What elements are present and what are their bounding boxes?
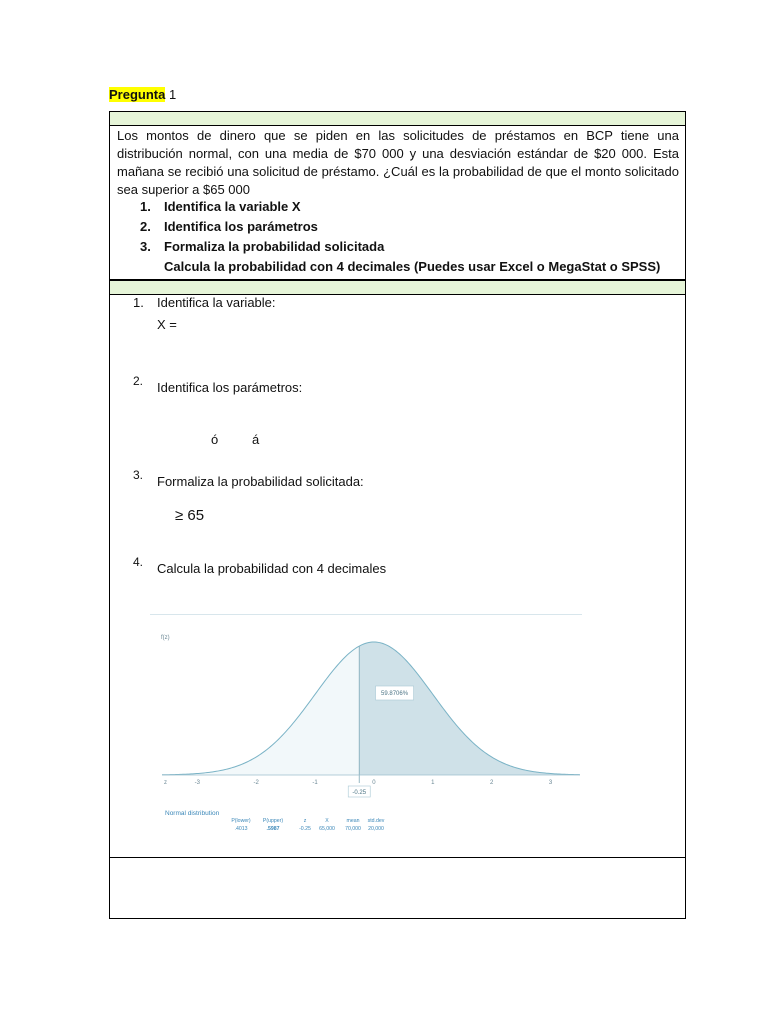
table-value-cell: .5987 xyxy=(266,826,280,832)
table-header-cell: z xyxy=(303,818,307,824)
x-tick-label: 1 xyxy=(431,780,435,786)
table-header-cell: P(lower) xyxy=(231,818,251,824)
parameter-symbol-2: á xyxy=(252,432,260,447)
question-item-text: Formaliza la probabilidad solicitada xyxy=(164,239,385,254)
table-header-cell: std.dev xyxy=(367,818,385,824)
table-header-cell: mean xyxy=(346,818,360,824)
table-value-cell: 20,000 xyxy=(368,826,384,832)
question-heading xyxy=(109,87,176,102)
unshaded-area xyxy=(162,646,359,775)
answer-item-1-number: 1. xyxy=(133,295,144,310)
cutoff-label: -0.25 xyxy=(352,790,367,796)
chart-svg xyxy=(150,612,584,838)
question-item-1 xyxy=(140,199,301,214)
distribution-table-title: Normal distribution xyxy=(165,810,220,817)
table-value-cell: 65,000 xyxy=(319,826,335,832)
distribution-table xyxy=(231,818,384,832)
heading-label: Pregunta xyxy=(109,87,166,102)
question-item-number: 1. xyxy=(140,199,151,214)
probability-expression: ≥ 65 xyxy=(175,507,205,524)
answer-item-2-text: Identifica los parámetros: xyxy=(157,380,303,395)
table-value-cell: .4013 xyxy=(234,826,248,832)
table-header-cell: P(upper) xyxy=(262,818,284,824)
x-tick-labels xyxy=(195,780,553,786)
x-tick-label: -3 xyxy=(194,780,200,786)
empty-answer-row xyxy=(109,857,686,919)
x-tick-label: 2 xyxy=(490,780,494,786)
question-item-number: 3. xyxy=(140,239,151,254)
question-item-number: 2. xyxy=(140,219,151,234)
table-value-cell: -0.25 xyxy=(299,826,311,832)
answer-item-3-number: 3. xyxy=(133,468,144,482)
answer-item-4-number: 4. xyxy=(133,555,144,569)
x-tick-label: -1 xyxy=(312,780,318,786)
parameter-symbol-1: ó xyxy=(211,432,219,447)
question-item-2 xyxy=(140,219,318,234)
x-tick-label: 3 xyxy=(548,780,553,786)
answer-item-2-number: 2. xyxy=(133,374,144,388)
normal-distribution-chart xyxy=(150,612,584,838)
table-value-cell: 70,000 xyxy=(345,826,361,832)
x-tick-label: -2 xyxy=(253,780,259,786)
table-header-cell: X xyxy=(325,818,329,824)
question-calc-line: Calcula la probabilidad con 4 decimales (Puedes usar Excel o MegaStat o SPSS) xyxy=(164,259,661,274)
answer-item-1-text: Identifica la variable: xyxy=(157,295,276,310)
shaded-area xyxy=(359,642,580,775)
variable-x-field: X = xyxy=(157,317,177,332)
question-item-text: Identifica la variable X xyxy=(164,199,301,214)
heading-number: 1 xyxy=(168,87,177,102)
question-text: Los montos de dinero que se piden en las solicitudes de préstamos en BCP tiene una distribución normal, con una media de $70 000 y una desviación estándar de $20 000. Esta mañana se recibió una solicitud de préstamo. ¿Cuál es la probabilidad de que el monto solicitado sea superior a $65 000 xyxy=(117,128,679,197)
question-item-text: Identifica los parámetros xyxy=(164,219,318,234)
answer-item-4-text: Calcula la probabilidad con 4 decimales xyxy=(157,561,387,576)
y-axis-label: f(z) xyxy=(161,635,170,641)
answer-header-bar xyxy=(109,280,686,295)
table-header-bar xyxy=(109,111,686,126)
x-axis-label: z xyxy=(164,780,167,786)
x-tick-label: 0 xyxy=(372,780,376,786)
question-item-3 xyxy=(140,239,384,254)
area-percent-label: 59.8706% xyxy=(381,691,409,697)
answer-item-3-text: Formaliza la probabilidad solicitada: xyxy=(157,474,364,489)
